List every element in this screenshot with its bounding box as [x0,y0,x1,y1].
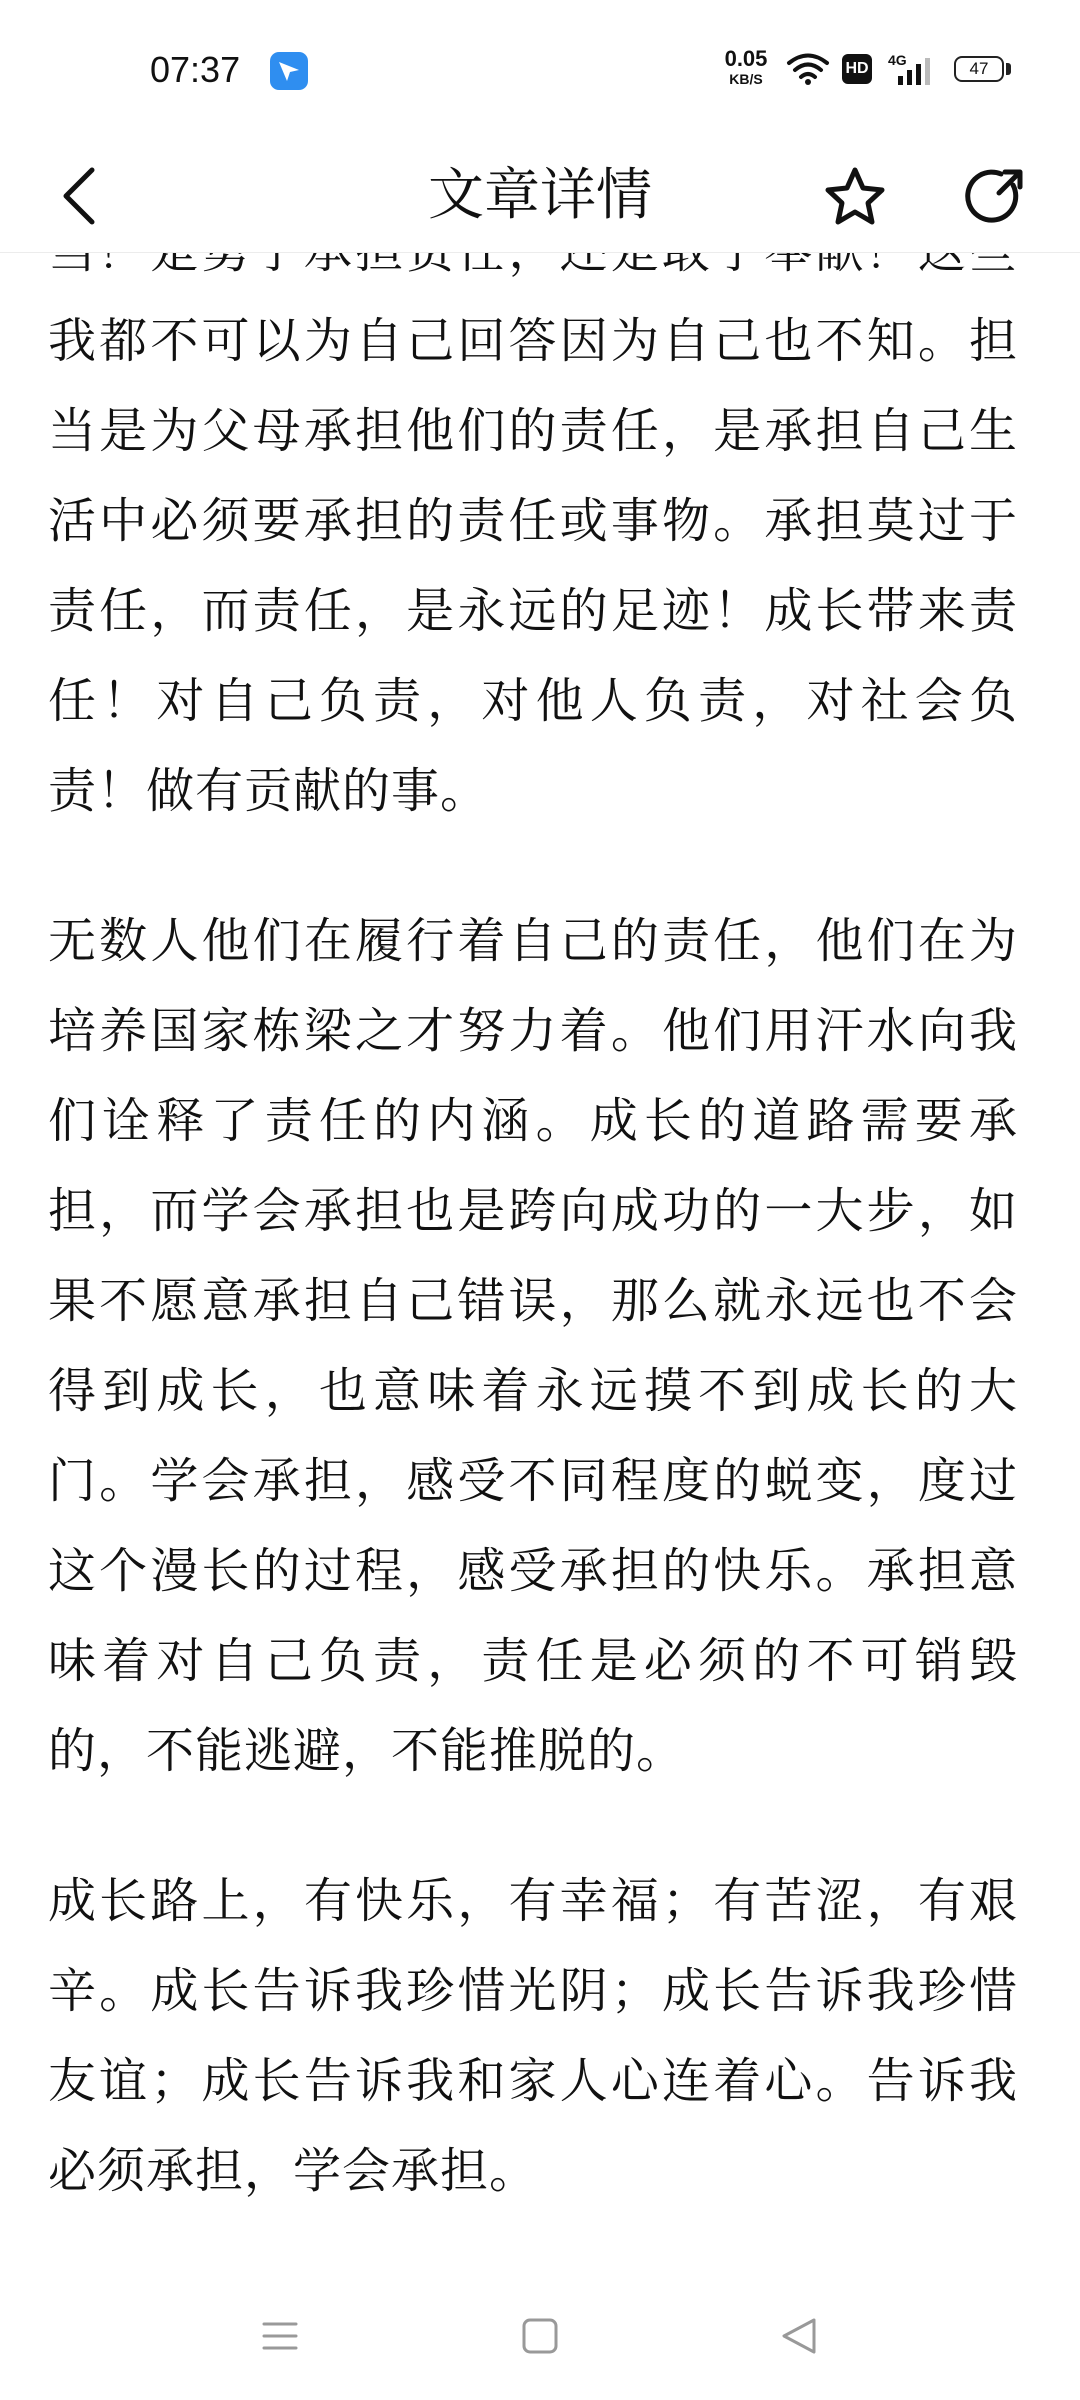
article-paragraph-2: 无数人他们在履行着自己的责任，他们在为培养国家栋梁之才努力着。他们用汗水向我们诠释了责任的内涵。成长的道路需要承担，而学会承担也是跨向成功的一大步，如果不愿意承担自己错误，那么就永远也不会得到成长，也意味着永远摸不到成长的大门。学会承担，感受不同程度的蜕变，度过这个漫长的过程，感受承担的快乐。承担意味着对自己负责，责任是必须的不可销毁的，不能逃避，不能推脱的。 [48,913,1018,1779]
share-arrow-icon [963,165,1027,229]
network-speed-value: 0.05 [724,46,768,71]
home-button[interactable] [510,2306,570,2366]
article-content[interactable] [0,252,1080,2276]
system-back-button[interactable] [770,2306,830,2366]
article-paragraph-1: 我都不可以为自己回答因为自己也不知。担当是为父母承担他们的责任，是承担自己生活中必须要承担的责任或事物。承担莫过于责任，而责任，是永远的足迹！成长带来责任！对自己负责，对他人负责，对社会负责！做有贡献的事。 [48,313,1018,819]
app-notification-icon [270,52,308,90]
system-nav-bar [0,2276,1080,2400]
app-header [0,140,1080,253]
hd-voice-badge: HD [842,54,872,84]
recent-apps-button[interactable] [250,2306,310,2366]
favorite-button[interactable] [810,152,900,242]
triangle-back-icon [770,2306,830,2366]
battery-level: 47 [969,59,989,78]
wifi-icon [786,52,830,90]
network-type-label: 4G [888,52,907,68]
status-time: 07:37 [150,49,241,90]
menu-lines-icon [250,2306,310,2366]
battery-icon [954,56,1004,82]
article-paragraph-3: 成长路上，有快乐，有幸福；有苦涩，有艰辛。成长告诉我珍惜光阴；成长告诉我珍惜友谊；成长告诉我和家人心连着心。告诉我必须承担，学会承担。 [48,1873,1018,2199]
square-icon [510,2306,570,2366]
chevron-left-icon [58,166,102,226]
share-button[interactable] [950,152,1040,242]
article-body [48,206,1018,2276]
page-title: 文章详情 [428,163,652,228]
network-speed [718,48,774,86]
star-outline-icon [823,165,887,229]
battery-tip [1006,63,1011,75]
back-button[interactable] [40,146,120,246]
status-bar [0,0,1080,140]
network-speed-unit: KB/S [729,71,763,87]
cell-signal-icon [896,56,936,90]
